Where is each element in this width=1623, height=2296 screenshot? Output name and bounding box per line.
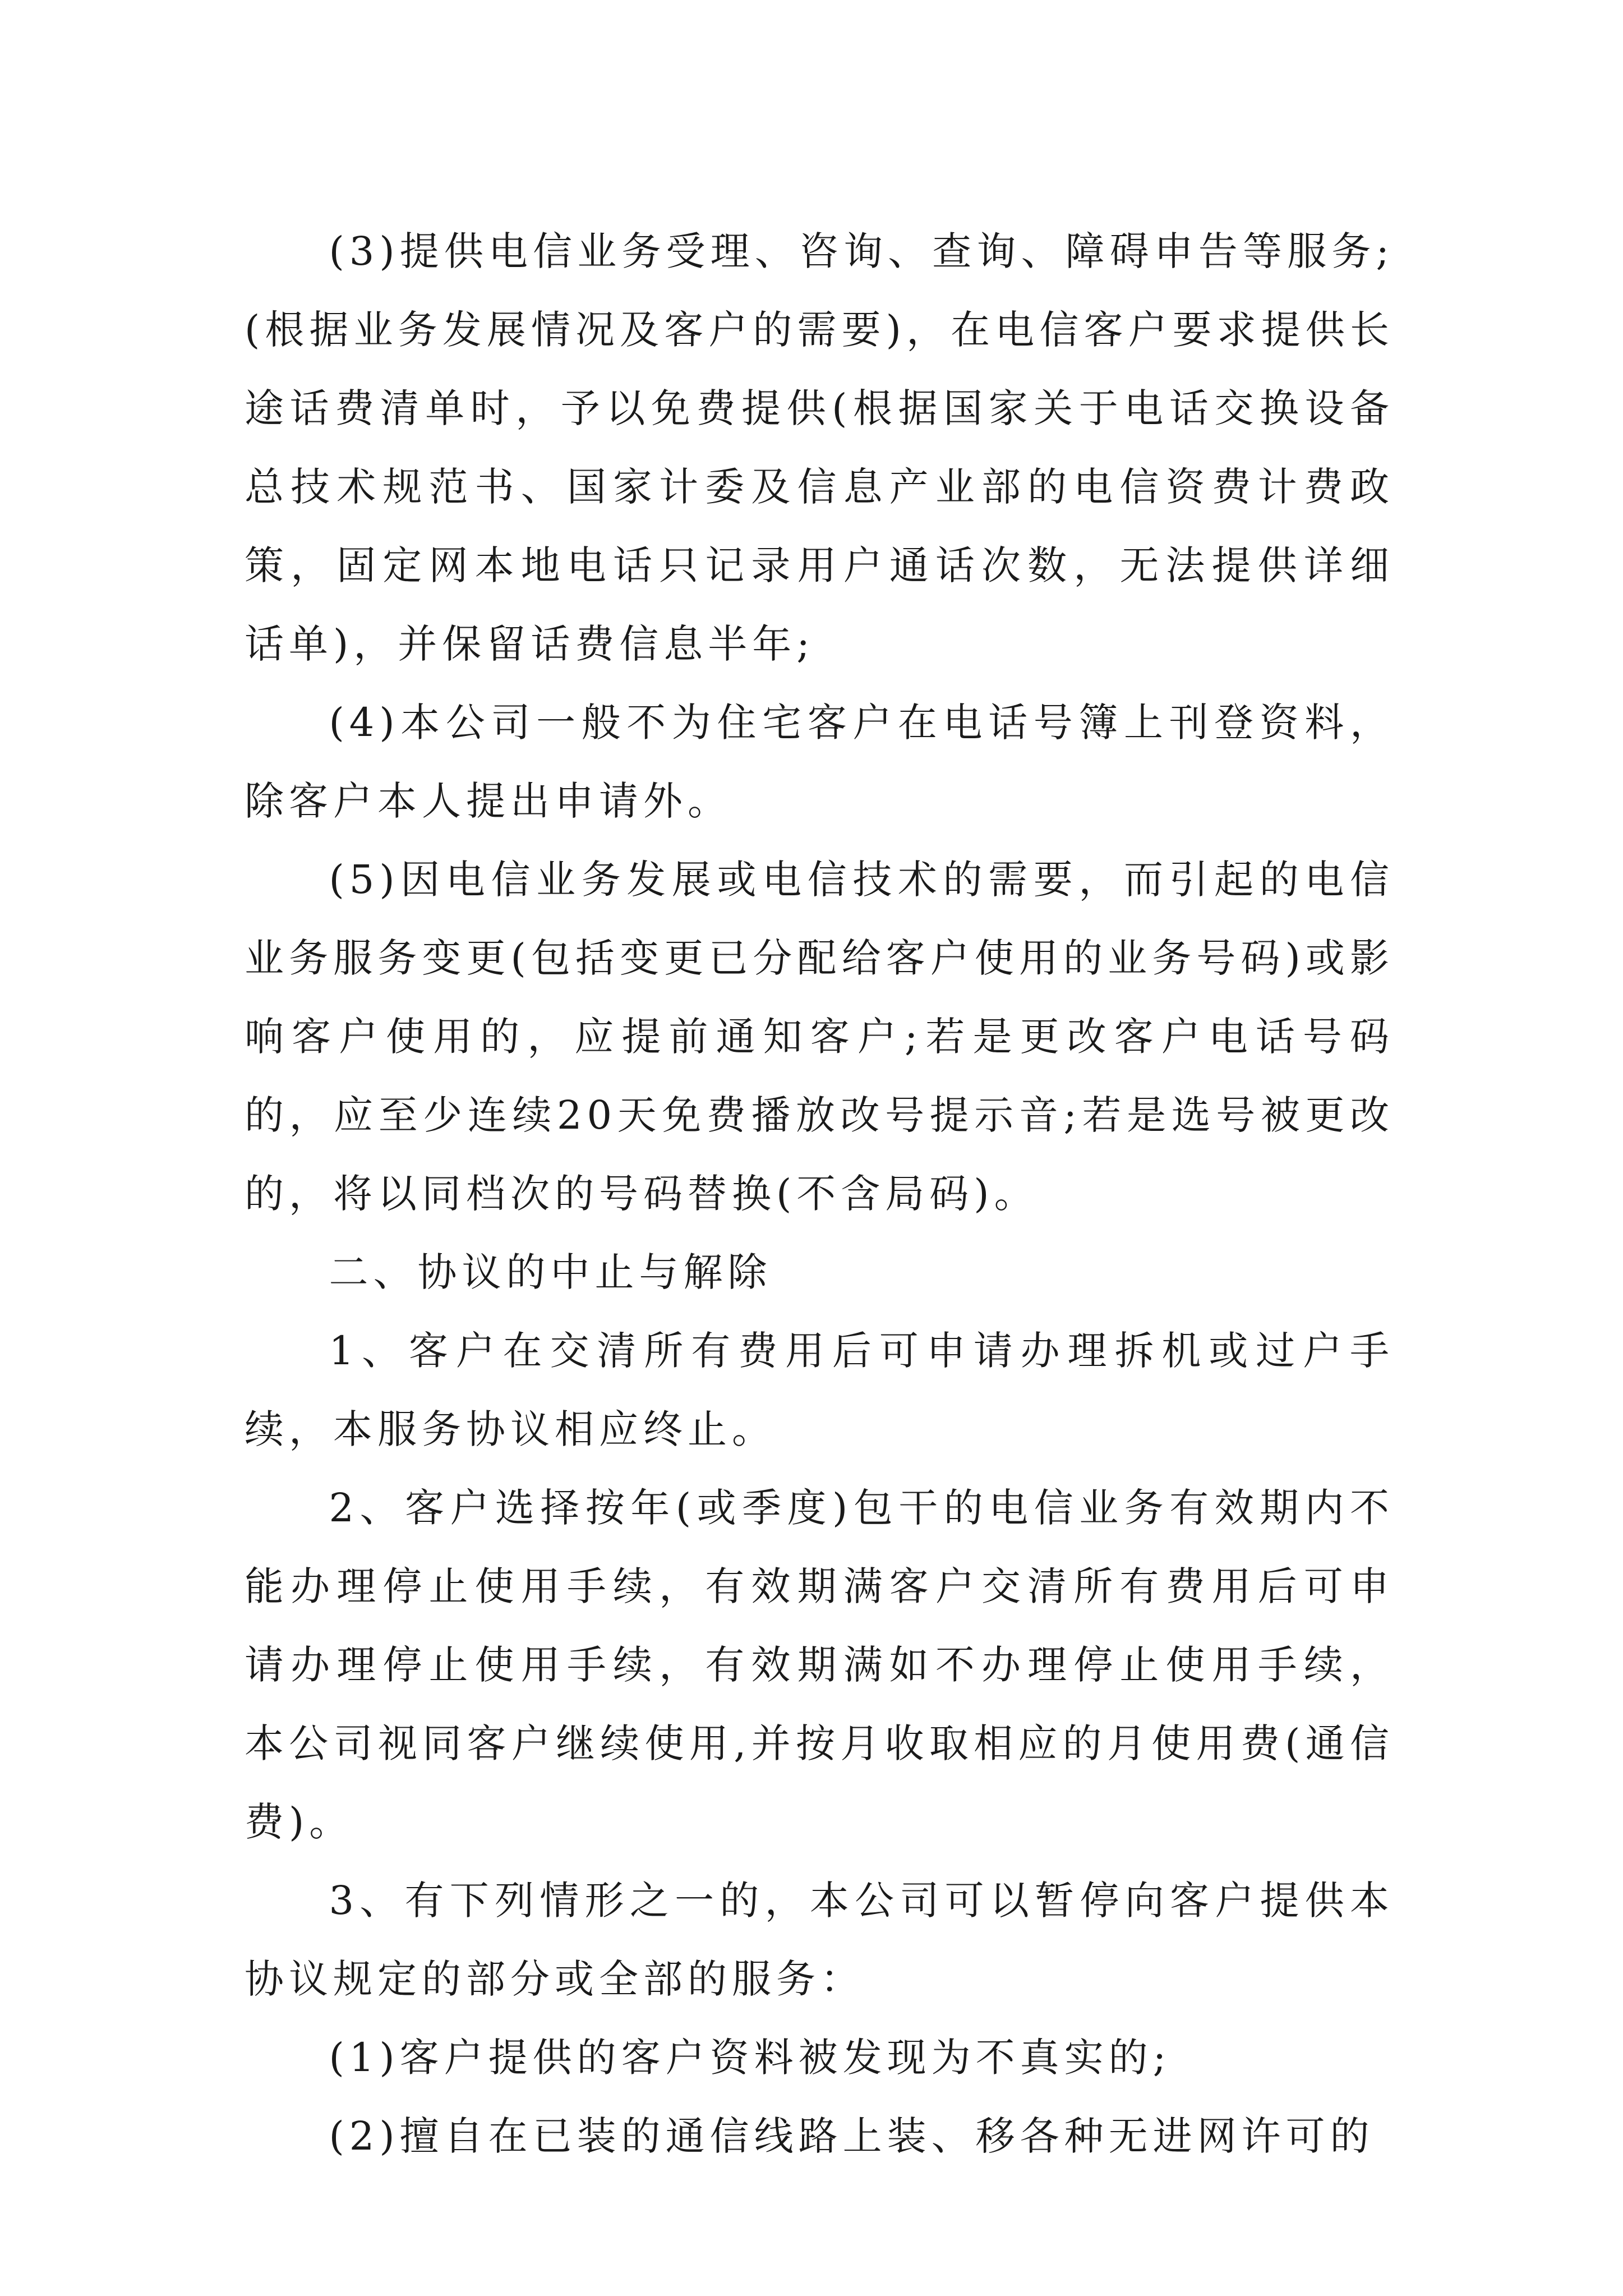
paragraph-clause-2: 2、客户选择按年(或季度)包干的电信业务有效期内不能办理停止使用手续，有效期满客户交清所有费用后可申请办理停止使用手续，有效期满如不办理停止使用手续，本公司视同客户继续使用,并按月收取相应的月使用费(通信费)。: [245, 1485, 1394, 1845]
section-heading: 二、协议的中止与解除: [329, 1249, 772, 1295]
paragraph-clause-1: 1、客户在交清所有费用后可申请办理拆机或过户手续，本服务协议相应终止。: [245, 1328, 1394, 1452]
paragraph-subclause-2: (2)擅自在已装的通信线路上装、移各种无进网许可的: [329, 2113, 1375, 2159]
document-body: [245, 212, 1394, 2175]
paragraph-directory-listing: (4)本公司一般不为住宅客户在电话号簿上刊登资料，除客户本人提出申请外。: [245, 700, 1394, 824]
paragraph-clause-3: 3、有下列情形之一的，本公司可以暂停向客户提供本协议规定的部分或全部的服务：: [245, 1878, 1394, 2002]
paragraph-service-provision: (3)提供电信业务受理、咨询、查询、障碍申告等服务;(根据业务发展情况及客户的需要)，在电信客户要求提供长途话费清单时，予以免费提供(根据国家关于电话交换设备总技术规范书、国家计委及信息产业部的电信资费计费政策，固定网本地电话只记录用户通话次数，无法提供详细话单)，并保留话费信息半年;: [245, 228, 1394, 667]
paragraph-subclause-1: (1)客户提供的客户资料被发现为不真实的;: [329, 2035, 1172, 2081]
paragraph-service-change: (5)因电信业务发展或电信技术的需要，而引起的电信业务服务变更(包括变更已分配给客户使用的业务号码)或影响客户使用的，应提前通知客户;若是更改客户电话号码的，应至少连续20天免费播放改号提示音;若是选号被更改的，将以同档次的号码替换(不含局码)。: [245, 857, 1394, 1217]
